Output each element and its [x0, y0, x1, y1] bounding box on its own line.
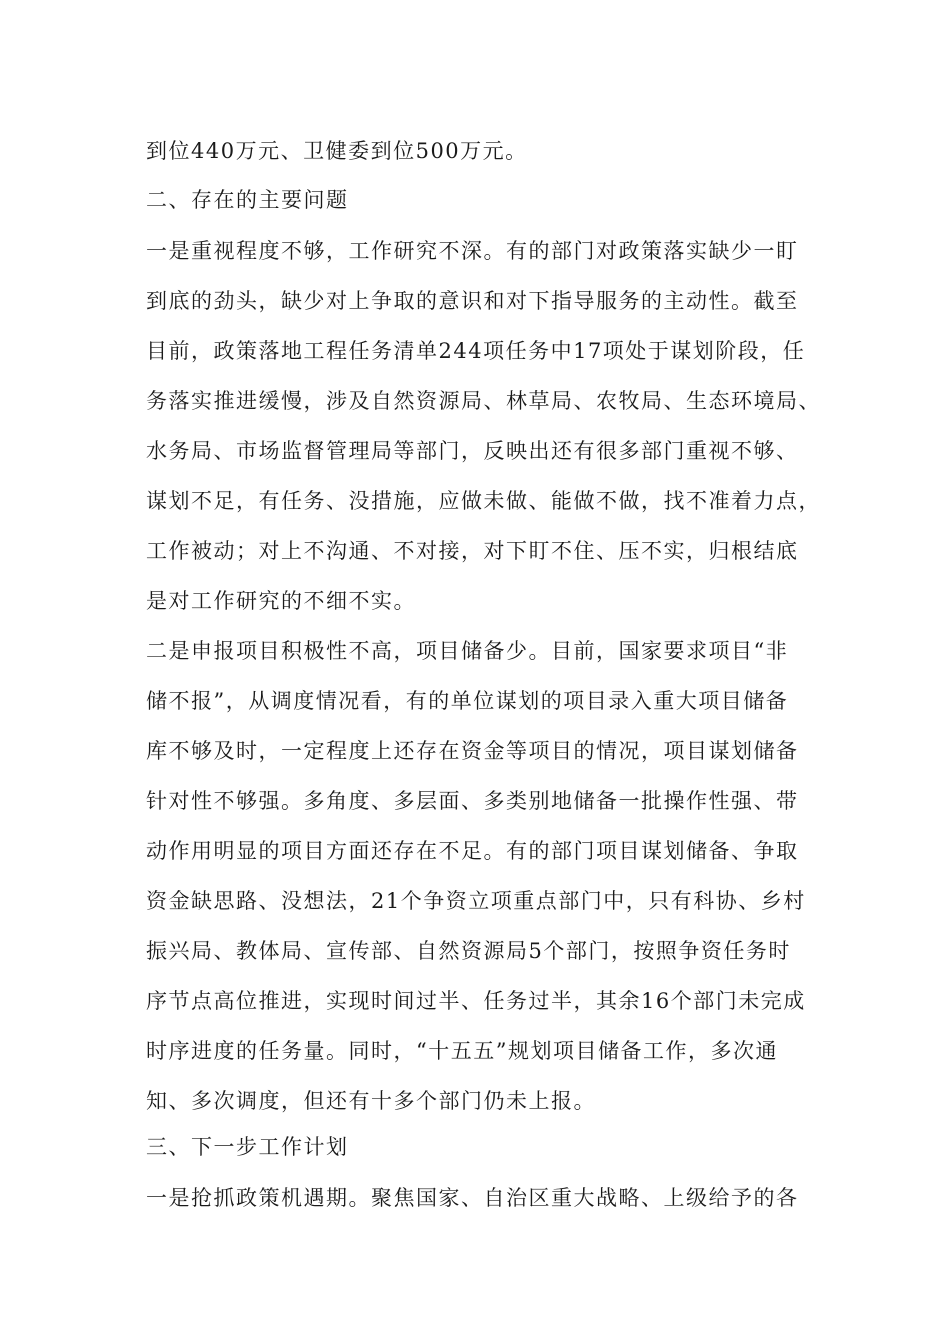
text-line: 针对性不够强。多角度、多层面、多类别地储备一批操作性强、带 [146, 789, 799, 813]
section-heading-main-problems: 二、存在的主要问题 [146, 188, 349, 212]
text-line: 工作被动；对上不沟通、不对接，对下盯不住、压不实，归根结底 [146, 539, 799, 563]
text-line: 资金缺思路、没想法，21个争资立项重点部门中，只有科协、乡村 [146, 889, 806, 913]
text-line: 一是重视程度不够，工作研究不深。有的部门对政策落实缺少一盯 [146, 239, 799, 263]
text-line: 目前，政策落地工程任务清单244项任务中17项处于谋划阶段，任 [146, 339, 806, 363]
text-line: 序节点高位推进，实现时间过半、任务过半，其余16个部门未完成 [146, 989, 806, 1013]
section-heading-next-plan: 三、下一步工作计划 [146, 1135, 349, 1159]
text-line: 动作用明显的项目方面还存在不足。有的部门项目谋划储备、争取 [146, 839, 799, 863]
text-line: 务落实推进缓慢，涉及自然资源局、林草局、农牧局、生态环境局、 [146, 389, 821, 413]
text-line: 库不够及时，一定程度上还存在资金等项目的情况，项目谋划储备 [146, 739, 799, 763]
text-line: 到底的劲头，缺少对上争取的意识和对下指导服务的主动性。截至 [146, 289, 799, 313]
text-line: 谋划不足，有任务、没措施，应做未做、能做不做，找不准着力点， [146, 489, 821, 513]
text-line-continuation: 到位440万元、卫健委到位500万元。 [146, 139, 528, 163]
text-line: 二是申报项目积极性不高，项目储备少。目前，国家要求项目“非 [146, 639, 789, 663]
text-line: 知、多次调度，但还有十多个部门仍未上报。 [146, 1089, 596, 1113]
text-line: 储不报”，从调度情况看，有的单位谋划的项目录入重大项目储备 [146, 689, 789, 713]
text-line: 是对工作研究的不细不实。 [146, 589, 416, 613]
text-line: 一是抢抓政策机遇期。聚焦国家、自治区重大战略、上级给予的各 [146, 1186, 799, 1210]
text-line: 振兴局、教体局、宣传部、自然资源局5个部门，按照争资任务时 [146, 939, 791, 963]
text-line: 水务局、市场监督管理局等部门，反映出还有很多部门重视不够、 [146, 439, 799, 463]
text-line: 时序进度的任务量。同时，“十五五”规划项目储备工作，多次通 [146, 1039, 778, 1063]
